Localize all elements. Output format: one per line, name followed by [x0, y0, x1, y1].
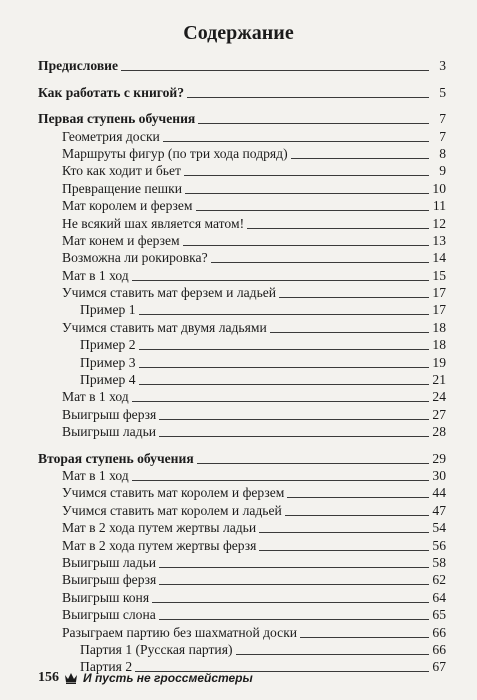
toc-entry-page: 56	[432, 537, 446, 553]
toc-entry	[38, 83, 446, 100]
toc-entry-page: 30	[432, 467, 446, 483]
toc-entry-page: 3	[439, 58, 446, 74]
toc-entry-page: 18	[432, 337, 446, 353]
toc-entry-page: 27	[432, 406, 446, 422]
toc-entry	[38, 405, 446, 422]
toc-entry-label: Превращение пешки	[62, 180, 183, 196]
toc-entry-page: 9	[439, 163, 446, 179]
toc-leader-line	[139, 367, 429, 368]
toc-entry	[38, 232, 446, 249]
toc-leader-line	[183, 245, 429, 246]
toc-entry-page: 17	[432, 302, 446, 318]
toc-entry-page: 28	[432, 424, 446, 440]
toc-entry-label: Выигрыш слона	[62, 607, 156, 623]
toc-leader-line	[159, 436, 429, 437]
toc-entry-label: Выигрыш ладьи	[62, 554, 157, 570]
toc-entry-page: 58	[432, 554, 446, 570]
toc-entry-label: Пример 3	[80, 354, 136, 370]
toc-entry-label: Выигрыш ферзя	[62, 406, 157, 422]
toc-leader-line	[259, 550, 429, 551]
toc-entry-label: Возможна ли рокировка?	[62, 250, 208, 266]
toc-entry-label: Вторая ступень обучения	[38, 450, 194, 466]
toc-leader-line	[247, 228, 429, 229]
toc-entry-label: Учимся ставить мат королем и ладьей	[62, 502, 282, 518]
toc-entry	[38, 162, 446, 179]
page-title: Содержание	[183, 22, 294, 44]
toc-entry-label: Не всякий шах является матом!	[62, 215, 245, 231]
toc-entry-label: Выигрыш коня	[62, 589, 150, 605]
toc-entry	[38, 571, 446, 588]
toc-entry-page: 14	[432, 250, 446, 266]
toc-leader-line	[121, 70, 429, 71]
toc-entry-page: 44	[432, 485, 446, 501]
toc-entry-page: 66	[432, 641, 446, 657]
toc-entry-label: Геометрия доски	[62, 128, 160, 144]
toc-entry	[38, 501, 446, 518]
toc-entry-label: Мат конем и ферзем	[62, 232, 180, 248]
toc-entry-page: 10	[432, 180, 446, 196]
toc-entry-page: 13	[432, 232, 446, 248]
crown-icon	[64, 672, 78, 684]
toc-leader-line	[139, 384, 429, 385]
toc-entry	[38, 127, 446, 144]
toc-leader-line	[139, 314, 429, 315]
toc-entry-label: Учимся ставить мат королем и ферзем	[62, 485, 285, 501]
toc-entry	[38, 249, 446, 266]
toc-entry	[38, 536, 446, 553]
toc-entry	[38, 57, 446, 74]
toc-entry	[38, 110, 446, 127]
toc-entry-page: 5	[439, 84, 446, 100]
toc-leader-line	[152, 602, 429, 603]
toc-entry-page: 29	[432, 450, 446, 466]
page-footer	[38, 670, 253, 686]
toc-entry	[38, 318, 446, 335]
toc-entry	[38, 353, 446, 370]
toc-entry	[38, 145, 446, 162]
toc-entry	[38, 214, 446, 231]
toc-entry-page: 18	[432, 319, 446, 335]
toc-entry-page: 7	[439, 111, 446, 127]
toc-entry-label: Мат в 2 хода путем жертвы ладьи	[62, 520, 257, 536]
toc-entry-label: Мат королем и ферзем	[62, 198, 193, 214]
toc-leader-line	[163, 141, 429, 142]
toc-entry-page: 67	[432, 659, 446, 675]
toc-leader-line	[300, 637, 429, 638]
toc-entry-page: 12	[432, 215, 446, 231]
toc-entry-page: 19	[432, 354, 446, 370]
toc-leader-line	[159, 567, 429, 568]
toc-entry	[38, 623, 446, 640]
toc-leader-line	[279, 297, 429, 298]
toc-entry-label: Мат в 1 ход	[62, 389, 129, 405]
toc-entry-label: Учимся ставить мат двумя ладьями	[62, 319, 267, 335]
toc-leader-line	[196, 210, 429, 211]
toc-entry-page: 54	[432, 520, 446, 536]
toc-leader-line	[132, 401, 429, 402]
toc-leader-line	[159, 419, 429, 420]
toc-entry-label: Мат в 2 хода путем жертвы ферзя	[62, 537, 257, 553]
toc-entry-label: Пример 1	[80, 302, 136, 318]
toc-entry-label: Выигрыш ферзя	[62, 572, 157, 588]
toc-entry-label: Как работать с книгой?	[38, 84, 185, 100]
toc-leader-line	[197, 463, 429, 464]
toc-entry-label: Мат в 1 ход	[62, 267, 129, 283]
toc-leader-line	[185, 193, 429, 194]
table-of-contents	[38, 57, 446, 675]
toc-entry	[38, 606, 446, 623]
toc-entry	[38, 266, 446, 283]
toc-leader-line	[159, 584, 429, 585]
toc-entry	[38, 641, 446, 658]
toc-entry-page: 66	[432, 624, 446, 640]
toc-entry-label: Учимся ставить мат ферзем и ладьей	[62, 285, 277, 301]
toc-entry	[38, 588, 446, 605]
toc-entry	[38, 388, 446, 405]
toc-entry	[38, 336, 446, 353]
toc-leader-line	[287, 497, 429, 498]
toc-entry-label: Маршруты фигур (по три хода подряд)	[62, 145, 288, 161]
page-number: 156	[38, 670, 59, 685]
toc-entry-page: 11	[432, 198, 446, 214]
toc-leader-line	[132, 280, 429, 281]
toc-entry-label: Выигрыш ладьи	[62, 424, 157, 440]
toc-entry-page: 21	[432, 372, 446, 388]
toc-entry	[38, 449, 446, 466]
toc-entry-page: 7	[439, 128, 446, 144]
toc-leader-line	[259, 532, 429, 533]
toc-entry-page: 65	[432, 607, 446, 623]
toc-leader-line	[187, 97, 429, 98]
toc-entry	[38, 467, 446, 484]
toc-entry	[38, 371, 446, 388]
toc-entry	[38, 179, 446, 196]
toc-entry-page: 15	[432, 267, 446, 283]
toc-entry-page: 24	[432, 389, 446, 405]
book-title: И пусть не гроссмейстеры	[83, 671, 253, 685]
toc-leader-line	[291, 158, 429, 159]
toc-entry-label: Кто как ходит и бьет	[62, 163, 181, 179]
toc-entry-label: Пример 2	[80, 337, 136, 353]
toc-entry-page: 47	[432, 502, 446, 518]
toc-entry-label: Пример 4	[80, 372, 136, 388]
toc-leader-line	[184, 175, 429, 176]
toc-entry	[38, 484, 446, 501]
toc-leader-line	[270, 332, 429, 333]
toc-entry-label: Первая ступень обучения	[38, 111, 196, 127]
toc-entry	[38, 554, 446, 571]
toc-leader-line	[285, 515, 429, 516]
toc-entry	[38, 284, 446, 301]
toc-entry	[38, 301, 446, 318]
toc-leader-line	[139, 349, 429, 350]
toc-entry-page: 17	[432, 285, 446, 301]
toc-leader-line	[211, 262, 429, 263]
toc-entry-page: 8	[439, 145, 446, 161]
toc-entry-label: Предисловие	[38, 58, 119, 74]
toc-leader-line	[236, 654, 430, 655]
toc-entry-page: 62	[432, 572, 446, 588]
toc-entry	[38, 197, 446, 214]
toc-leader-line	[159, 619, 429, 620]
toc-entry-label: Мат в 1 ход	[62, 467, 129, 483]
toc-entry-page: 64	[432, 589, 446, 605]
toc-entry-label: Разыграем партию без шахматной доски	[62, 624, 298, 640]
toc-entry	[38, 519, 446, 536]
toc-leader-line	[132, 480, 429, 481]
toc-entry-label: Партия 1 (Русская партия)	[80, 641, 233, 657]
toc-entry	[38, 423, 446, 440]
toc-entry-label: Партия 2	[80, 659, 133, 675]
toc-leader-line	[198, 123, 429, 124]
